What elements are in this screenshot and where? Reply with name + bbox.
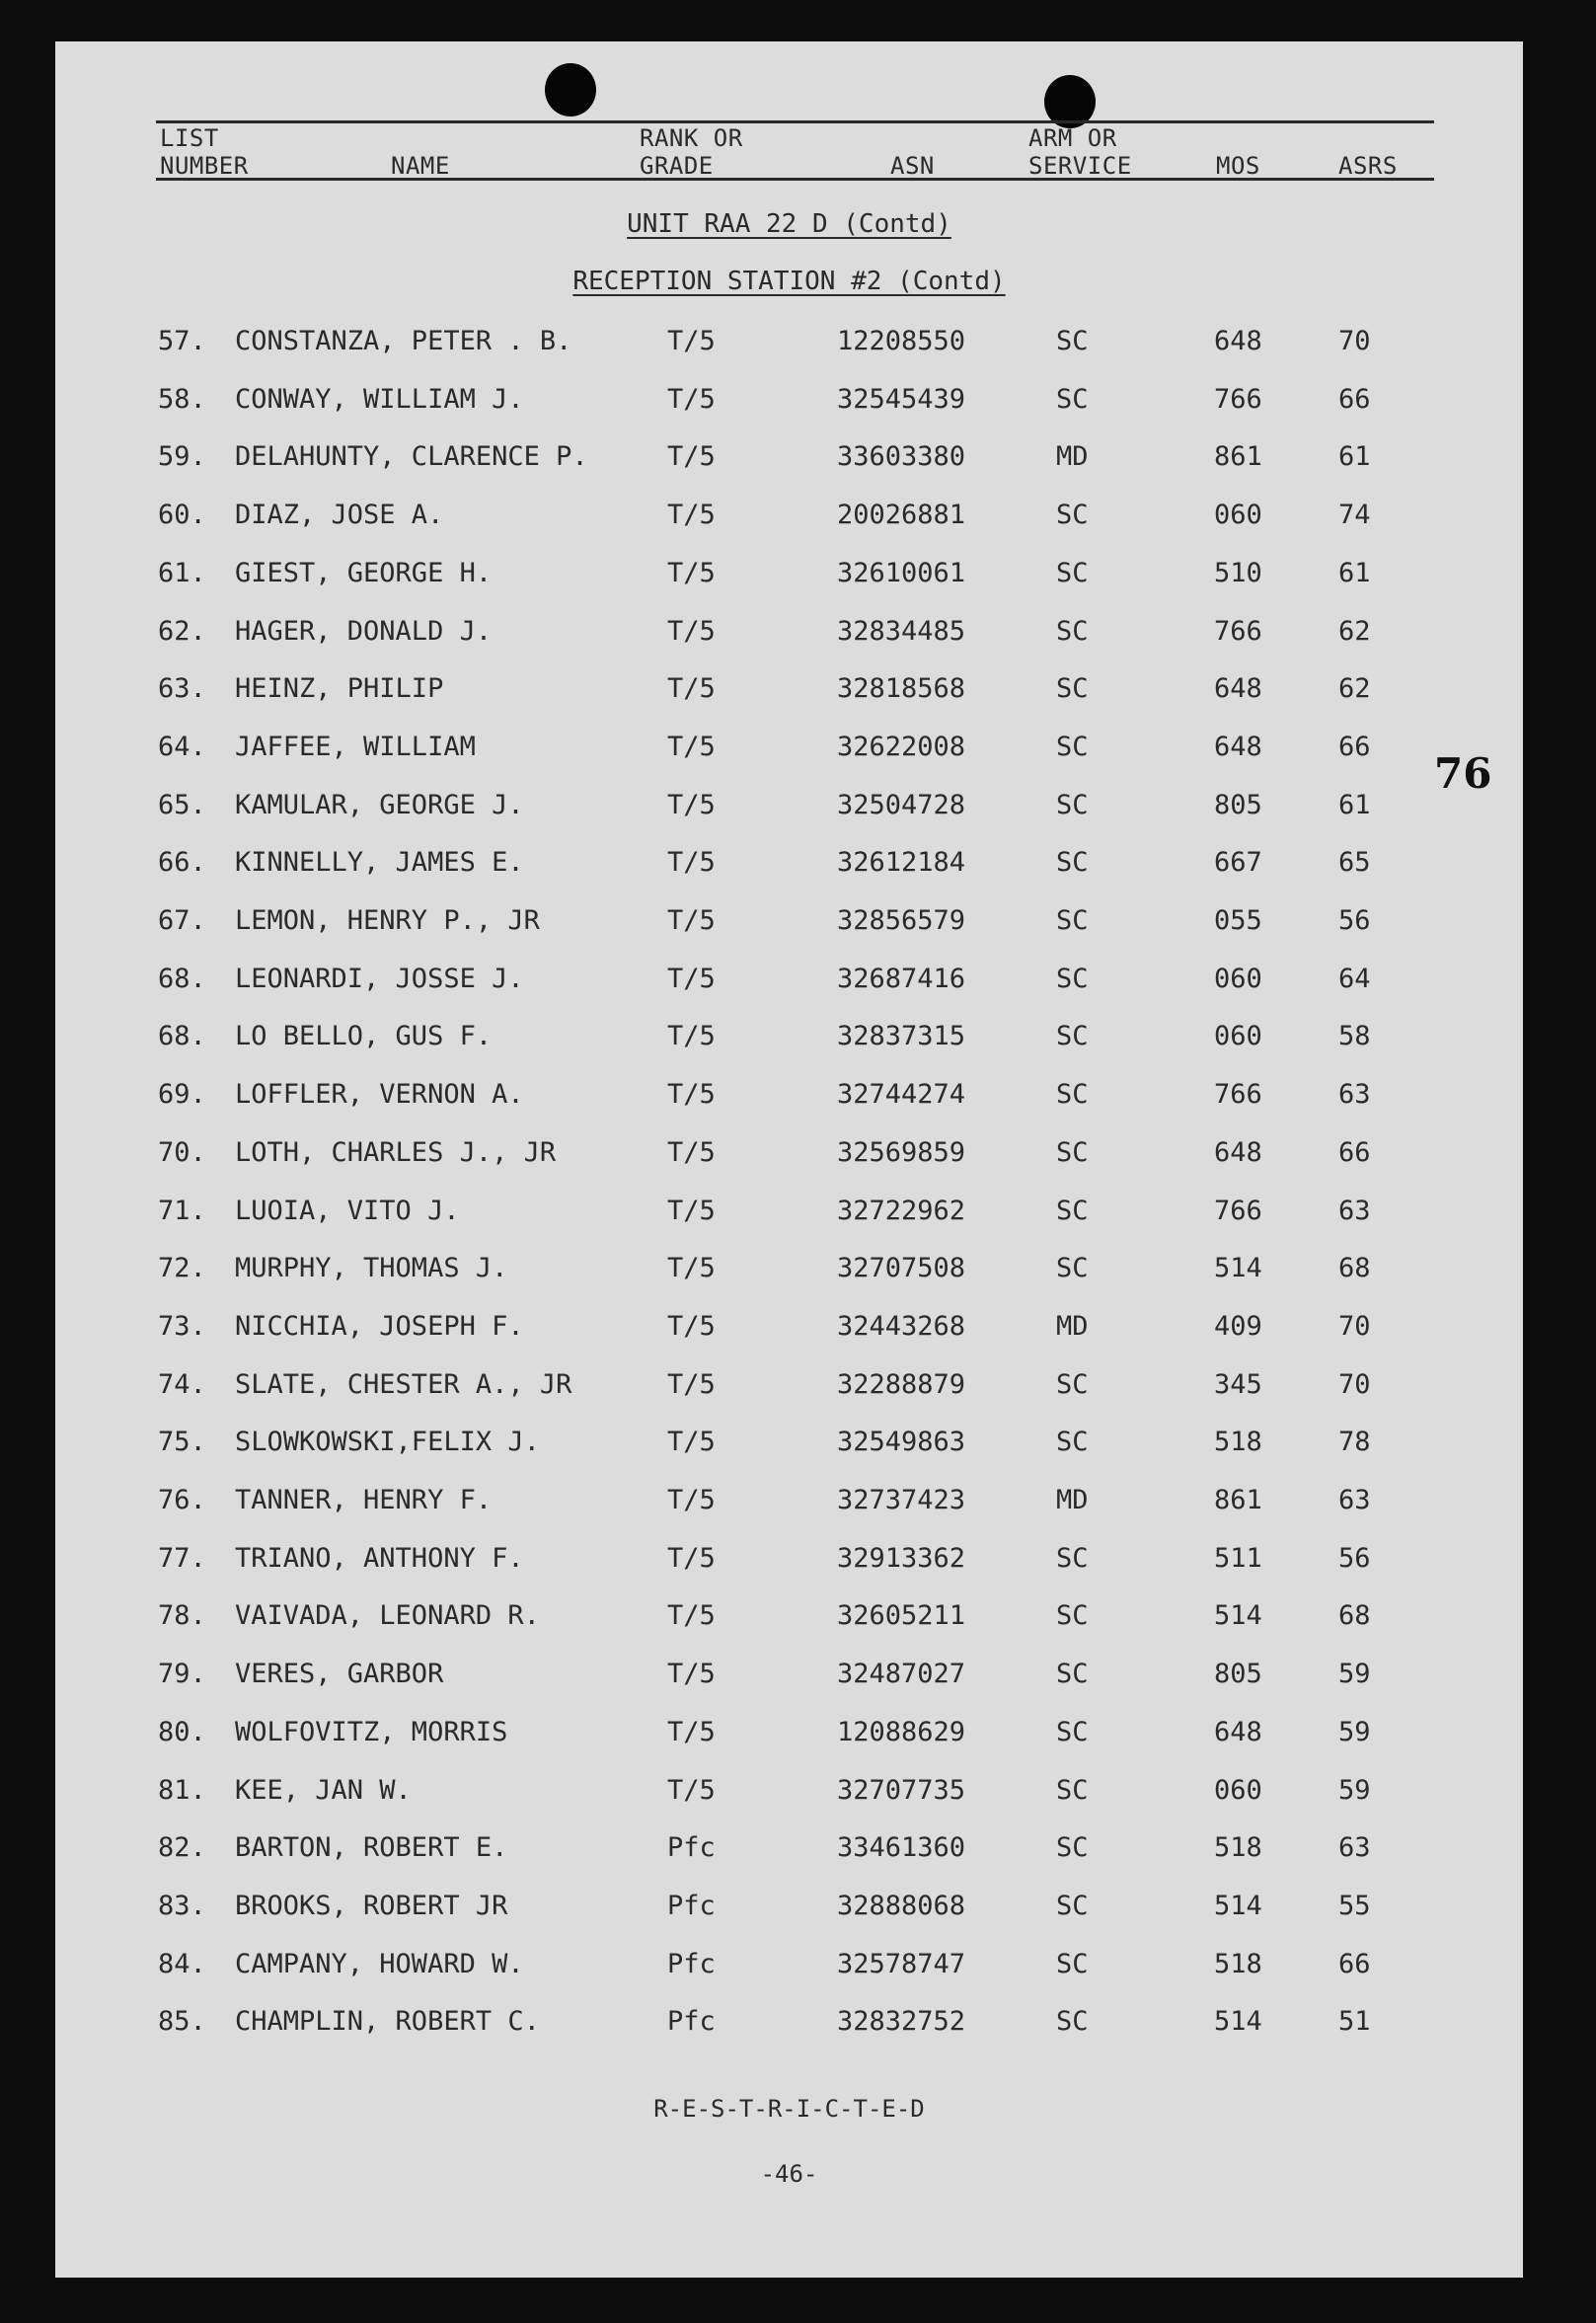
cell-rank: T/5	[667, 1253, 716, 1284]
cell-mos: 766	[1214, 615, 1262, 647]
table-row	[55, 1075, 1523, 1115]
cell-mos: 060	[1214, 1021, 1262, 1052]
cell-rank: T/5	[667, 1195, 716, 1226]
classification-marking: R-E-S-T-R-I-C-T-E-D	[653, 2095, 925, 2123]
cell-num: 58.	[158, 383, 206, 415]
unit-heading: UNIT RAA 22 D (Contd)	[627, 209, 951, 239]
cell-asn: 32569859	[837, 1136, 966, 1168]
cell-asn: 32443268	[837, 1310, 966, 1342]
cell-mos: 766	[1214, 1079, 1262, 1111]
cell-name: LOTH, CHARLES J., JR	[235, 1136, 557, 1168]
cell-rank: T/5	[667, 1485, 716, 1515]
cell-arm: SC	[1056, 963, 1089, 994]
cell-asrs: 66	[1338, 383, 1371, 415]
cell-rank: T/5	[667, 1427, 716, 1458]
cell-arm: SC	[1056, 1253, 1089, 1284]
cell-arm: MD	[1056, 441, 1089, 473]
table-row	[55, 322, 1523, 361]
cell-rank: T/5	[667, 963, 716, 994]
cell-arm: SC	[1056, 1542, 1089, 1574]
cell-num: 80.	[158, 1716, 206, 1747]
cell-mos: 667	[1214, 847, 1262, 879]
cell-num: 62.	[158, 615, 206, 647]
cell-arm: SC	[1056, 326, 1089, 356]
cell-mos: 648	[1214, 326, 1262, 356]
cell-rank: Pfc	[667, 1890, 716, 1921]
table-row	[55, 728, 1523, 767]
cell-asn: 32687416	[837, 963, 966, 994]
cell-mos: 648	[1214, 1136, 1262, 1168]
cell-mos: 060	[1214, 1774, 1262, 1806]
table-row	[55, 669, 1523, 709]
cell-num: 77.	[158, 1542, 206, 1574]
table-row	[55, 1307, 1523, 1347]
cell-mos: 409	[1214, 1310, 1262, 1342]
cell-arm: SC	[1056, 2006, 1089, 2038]
cell-arm: SC	[1056, 1427, 1089, 1458]
table-row	[55, 380, 1523, 420]
cell-num: 81.	[158, 1774, 206, 1806]
cell-mos: 514	[1214, 1600, 1262, 1632]
cell-name: BROOKS, ROBERT JR	[235, 1890, 508, 1921]
cell-name: WOLFOVITZ, MORRIS	[235, 1716, 508, 1747]
cell-mos: 805	[1214, 789, 1262, 820]
cell-asn: 32737423	[837, 1485, 966, 1515]
cell-name: LEMON, HENRY P., JR	[235, 905, 540, 936]
table-row	[55, 1133, 1523, 1173]
cell-rank: T/5	[667, 1659, 716, 1690]
cell-mos: 518	[1214, 1832, 1262, 1864]
col-header-mos: MOS	[1216, 152, 1260, 180]
cell-arm: SC	[1056, 847, 1089, 879]
cell-asrs: 61	[1338, 441, 1371, 473]
cell-mos: 766	[1214, 383, 1262, 415]
cell-rank: Pfc	[667, 1948, 716, 1979]
cell-mos: 510	[1214, 557, 1262, 588]
cell-mos: 861	[1214, 441, 1262, 473]
cell-name: SLATE, CHESTER A., JR	[235, 1368, 572, 1400]
cell-asrs: 56	[1338, 905, 1371, 936]
cell-name: HEINZ, PHILIP	[235, 673, 444, 705]
table-row	[55, 437, 1523, 477]
cell-num: 59.	[158, 441, 206, 473]
cell-asrs: 59	[1338, 1659, 1371, 1690]
table-row	[55, 2002, 1523, 2042]
cell-asn: 12088629	[837, 1716, 966, 1747]
cell-rank: T/5	[667, 673, 716, 705]
col-header-arm: ARM OR SERVICE	[1028, 124, 1132, 180]
cell-asrs: 63	[1338, 1485, 1371, 1515]
cell-asrs: 65	[1338, 847, 1371, 879]
cell-asn: 32707508	[837, 1253, 966, 1284]
cell-name: VAIVADA, LEONARD R.	[235, 1600, 540, 1632]
table-row	[55, 1828, 1523, 1868]
cell-name: DELAHUNTY, CLARENCE P.	[235, 441, 588, 473]
cell-asn: 32832752	[837, 2006, 966, 2038]
table-row	[55, 1249, 1523, 1288]
cell-rank: T/5	[667, 557, 716, 588]
cell-mos: 648	[1214, 673, 1262, 705]
table-row	[55, 1887, 1523, 1926]
cell-name: HAGER, DONALD J.	[235, 615, 493, 647]
cell-arm: SC	[1056, 1659, 1089, 1690]
cell-name: LEONARDI, JOSSE J.	[235, 963, 524, 994]
cell-asn: 12208550	[837, 326, 966, 356]
col-header-asn: ASN	[890, 152, 935, 180]
cell-asrs: 61	[1338, 557, 1371, 588]
cell-arm: SC	[1056, 615, 1089, 647]
cell-arm: SC	[1056, 1948, 1089, 1979]
cell-arm: MD	[1056, 1485, 1089, 1515]
document-page	[55, 41, 1523, 2278]
cell-asn: 32707735	[837, 1774, 966, 1806]
cell-asrs: 63	[1338, 1195, 1371, 1226]
cell-asrs: 74	[1338, 500, 1371, 531]
cell-rank: T/5	[667, 1542, 716, 1574]
cell-asn: 32913362	[837, 1542, 966, 1574]
cell-mos: 805	[1214, 1659, 1262, 1690]
cell-name: SLOWKOWSKI,FELIX J.	[235, 1427, 540, 1458]
cell-asn: 32504728	[837, 789, 966, 820]
cell-asrs: 70	[1338, 1310, 1371, 1342]
cell-rank: T/5	[667, 326, 716, 356]
cell-asrs: 66	[1338, 731, 1371, 762]
cell-name: LUOIA, VITO J.	[235, 1195, 460, 1226]
cell-num: 84.	[158, 1948, 206, 1979]
cell-asn: 33603380	[837, 441, 966, 473]
cell-asrs: 62	[1338, 673, 1371, 705]
cell-num: 64.	[158, 731, 206, 762]
table-row	[55, 1713, 1523, 1752]
cell-rank: T/5	[667, 1021, 716, 1052]
punch-hole	[545, 63, 596, 116]
cell-asn: 32834485	[837, 615, 966, 647]
cell-asrs: 68	[1338, 1253, 1371, 1284]
cell-asrs: 70	[1338, 326, 1371, 356]
cell-arm: SC	[1056, 1021, 1089, 1052]
cell-num: 70.	[158, 1136, 206, 1168]
cell-name: KEE, JAN W.	[235, 1774, 412, 1806]
cell-asn: 32837315	[837, 1021, 966, 1052]
header-bottom-rule	[156, 178, 1434, 181]
table-row	[55, 1945, 1523, 1984]
table-row	[55, 1017, 1523, 1056]
header-top-rule	[156, 120, 1434, 123]
cell-num: 76.	[158, 1485, 206, 1515]
cell-mos: 514	[1214, 2006, 1262, 2038]
table-row	[55, 960, 1523, 999]
cell-rank: T/5	[667, 1600, 716, 1632]
table-row	[55, 1771, 1523, 1811]
cell-arm: SC	[1056, 731, 1089, 762]
cell-mos: 345	[1214, 1368, 1262, 1400]
cell-asrs: 59	[1338, 1716, 1371, 1747]
cell-rank: T/5	[667, 789, 716, 820]
cell-rank: Pfc	[667, 2006, 716, 2038]
cell-num: 57.	[158, 326, 206, 356]
table-row	[55, 1365, 1523, 1405]
cell-asn: 32856579	[837, 905, 966, 936]
table-row	[55, 901, 1523, 941]
cell-num: 68.	[158, 1021, 206, 1052]
cell-name: CONWAY, WILLIAM J.	[235, 383, 524, 415]
cell-rank: T/5	[667, 441, 716, 473]
cell-arm: SC	[1056, 557, 1089, 588]
cell-num: 73.	[158, 1310, 206, 1342]
cell-name: CHAMPLIN, ROBERT C.	[235, 2006, 540, 2038]
cell-mos: 861	[1214, 1485, 1262, 1515]
cell-mos: 055	[1214, 905, 1262, 936]
cell-asn: 32545439	[837, 383, 966, 415]
cell-name: CAMPANY, HOWARD W.	[235, 1948, 524, 1979]
cell-name: LOFFLER, VERNON A.	[235, 1079, 524, 1111]
cell-asrs: 70	[1338, 1368, 1371, 1400]
cell-name: BARTON, ROBERT E.	[235, 1832, 508, 1864]
cell-arm: SC	[1056, 1832, 1089, 1864]
cell-name: DIAZ, JOSE A.	[235, 500, 444, 531]
cell-num: 74.	[158, 1368, 206, 1400]
cell-asn: 20026881	[837, 500, 966, 531]
cell-asrs: 78	[1338, 1427, 1371, 1458]
table-row	[55, 1423, 1523, 1462]
cell-name: MURPHY, THOMAS J.	[235, 1253, 508, 1284]
cell-rank: T/5	[667, 500, 716, 531]
cell-rank: T/5	[667, 1368, 716, 1400]
cell-asn: 32549863	[837, 1427, 966, 1458]
table-row	[55, 843, 1523, 883]
cell-mos: 518	[1214, 1427, 1262, 1458]
cell-asn: 32612184	[837, 847, 966, 879]
cell-num: 60.	[158, 500, 206, 531]
station-heading: RECEPTION STATION #2 (Contd)	[572, 267, 1006, 296]
cell-rank: T/5	[667, 731, 716, 762]
cell-asn: 32610061	[837, 557, 966, 588]
cell-name: KAMULAR, GEORGE J.	[235, 789, 524, 820]
cell-name: TANNER, HENRY F.	[235, 1485, 493, 1515]
cell-mos: 514	[1214, 1253, 1262, 1284]
cell-num: 82.	[158, 1832, 206, 1864]
cell-rank: T/5	[667, 1136, 716, 1168]
cell-asrs: 68	[1338, 1600, 1371, 1632]
cell-name: JAFFEE, WILLIAM	[235, 731, 476, 762]
page-stamp: 76	[1434, 749, 1492, 798]
cell-num: 68.	[158, 963, 206, 994]
cell-arm: SC	[1056, 1716, 1089, 1747]
table-row	[55, 1655, 1523, 1694]
cell-num: 69.	[158, 1079, 206, 1111]
table-row	[55, 1539, 1523, 1579]
cell-asn: 32744274	[837, 1079, 966, 1111]
cell-mos: 514	[1214, 1890, 1262, 1921]
table-row	[55, 1596, 1523, 1636]
cell-asn: 32818568	[837, 673, 966, 705]
cell-asrs: 66	[1338, 1136, 1371, 1168]
cell-asrs: 59	[1338, 1774, 1371, 1806]
page-number: -46-	[760, 2160, 818, 2188]
cell-rank: T/5	[667, 615, 716, 647]
cell-num: 67.	[158, 905, 206, 936]
cell-asrs: 64	[1338, 963, 1371, 994]
cell-rank: T/5	[667, 905, 716, 936]
cell-arm: SC	[1056, 500, 1089, 531]
table-row	[55, 786, 1523, 825]
cell-arm: SC	[1056, 1890, 1089, 1921]
cell-asn: 33461360	[837, 1832, 966, 1864]
cell-num: 83.	[158, 1890, 206, 1921]
cell-name: NICCHIA, JOSEPH F.	[235, 1310, 524, 1342]
cell-asn: 32288879	[837, 1368, 966, 1400]
table-row	[55, 554, 1523, 593]
cell-arm: SC	[1056, 673, 1089, 705]
cell-rank: T/5	[667, 1716, 716, 1747]
cell-num: 72.	[158, 1253, 206, 1284]
cell-rank: Pfc	[667, 1832, 716, 1864]
cell-asrs: 55	[1338, 1890, 1371, 1921]
cell-mos: 060	[1214, 963, 1262, 994]
cell-asrs: 63	[1338, 1079, 1371, 1111]
cell-asrs: 66	[1338, 1948, 1371, 1979]
table-row	[55, 612, 1523, 652]
cell-rank: T/5	[667, 1774, 716, 1806]
cell-asn: 32605211	[837, 1600, 966, 1632]
cell-num: 85.	[158, 2006, 206, 2038]
cell-mos: 648	[1214, 1716, 1262, 1747]
cell-arm: SC	[1056, 1368, 1089, 1400]
cell-arm: SC	[1056, 1079, 1089, 1111]
cell-name: TRIANO, ANTHONY F.	[235, 1542, 524, 1574]
col-header-rank: RANK OR GRADE	[640, 124, 743, 180]
cell-arm: SC	[1056, 905, 1089, 936]
col-header-name: NAME	[391, 152, 450, 180]
cell-num: 66.	[158, 847, 206, 879]
cell-name: CONSTANZA, PETER . B.	[235, 326, 572, 356]
cell-rank: T/5	[667, 847, 716, 879]
cell-asn: 32622008	[837, 731, 966, 762]
cell-asn: 32487027	[837, 1659, 966, 1690]
col-header-list-number: LIST NUMBER	[160, 124, 249, 180]
cell-asrs: 56	[1338, 1542, 1371, 1574]
cell-num: 78.	[158, 1600, 206, 1632]
cell-num: 75.	[158, 1427, 206, 1458]
col-header-asrs: ASRS	[1338, 152, 1398, 180]
cell-mos: 060	[1214, 500, 1262, 531]
cell-asrs: 61	[1338, 789, 1371, 820]
cell-num: 61.	[158, 557, 206, 588]
cell-asrs: 62	[1338, 615, 1371, 647]
cell-num: 71.	[158, 1195, 206, 1226]
cell-name: GIEST, GEORGE H.	[235, 557, 493, 588]
cell-arm: SC	[1056, 1774, 1089, 1806]
cell-name: KINNELLY, JAMES E.	[235, 847, 524, 879]
cell-mos: 766	[1214, 1195, 1262, 1226]
cell-arm: SC	[1056, 1600, 1089, 1632]
cell-name: VERES, GARBOR	[235, 1659, 444, 1690]
cell-asrs: 63	[1338, 1832, 1371, 1864]
cell-num: 79.	[158, 1659, 206, 1690]
cell-mos: 648	[1214, 731, 1262, 762]
cell-name: LO BELLO, GUS F.	[235, 1021, 493, 1052]
cell-mos: 518	[1214, 1948, 1262, 1979]
cell-arm: SC	[1056, 1195, 1089, 1226]
table-row	[55, 1192, 1523, 1231]
cell-arm: SC	[1056, 383, 1089, 415]
cell-asn: 32578747	[837, 1948, 966, 1979]
cell-mos: 511	[1214, 1542, 1262, 1574]
cell-arm: SC	[1056, 789, 1089, 820]
cell-rank: T/5	[667, 1310, 716, 1342]
cell-num: 63.	[158, 673, 206, 705]
cell-arm: MD	[1056, 1310, 1089, 1342]
cell-rank: T/5	[667, 1079, 716, 1111]
cell-arm: SC	[1056, 1136, 1089, 1168]
cell-asn: 32888068	[837, 1890, 966, 1921]
table-row	[55, 1481, 1523, 1520]
cell-asrs: 58	[1338, 1021, 1371, 1052]
table-row	[55, 496, 1523, 535]
cell-rank: T/5	[667, 383, 716, 415]
cell-asn: 32722962	[837, 1195, 966, 1226]
cell-num: 65.	[158, 789, 206, 820]
cell-asrs: 51	[1338, 2006, 1371, 2038]
